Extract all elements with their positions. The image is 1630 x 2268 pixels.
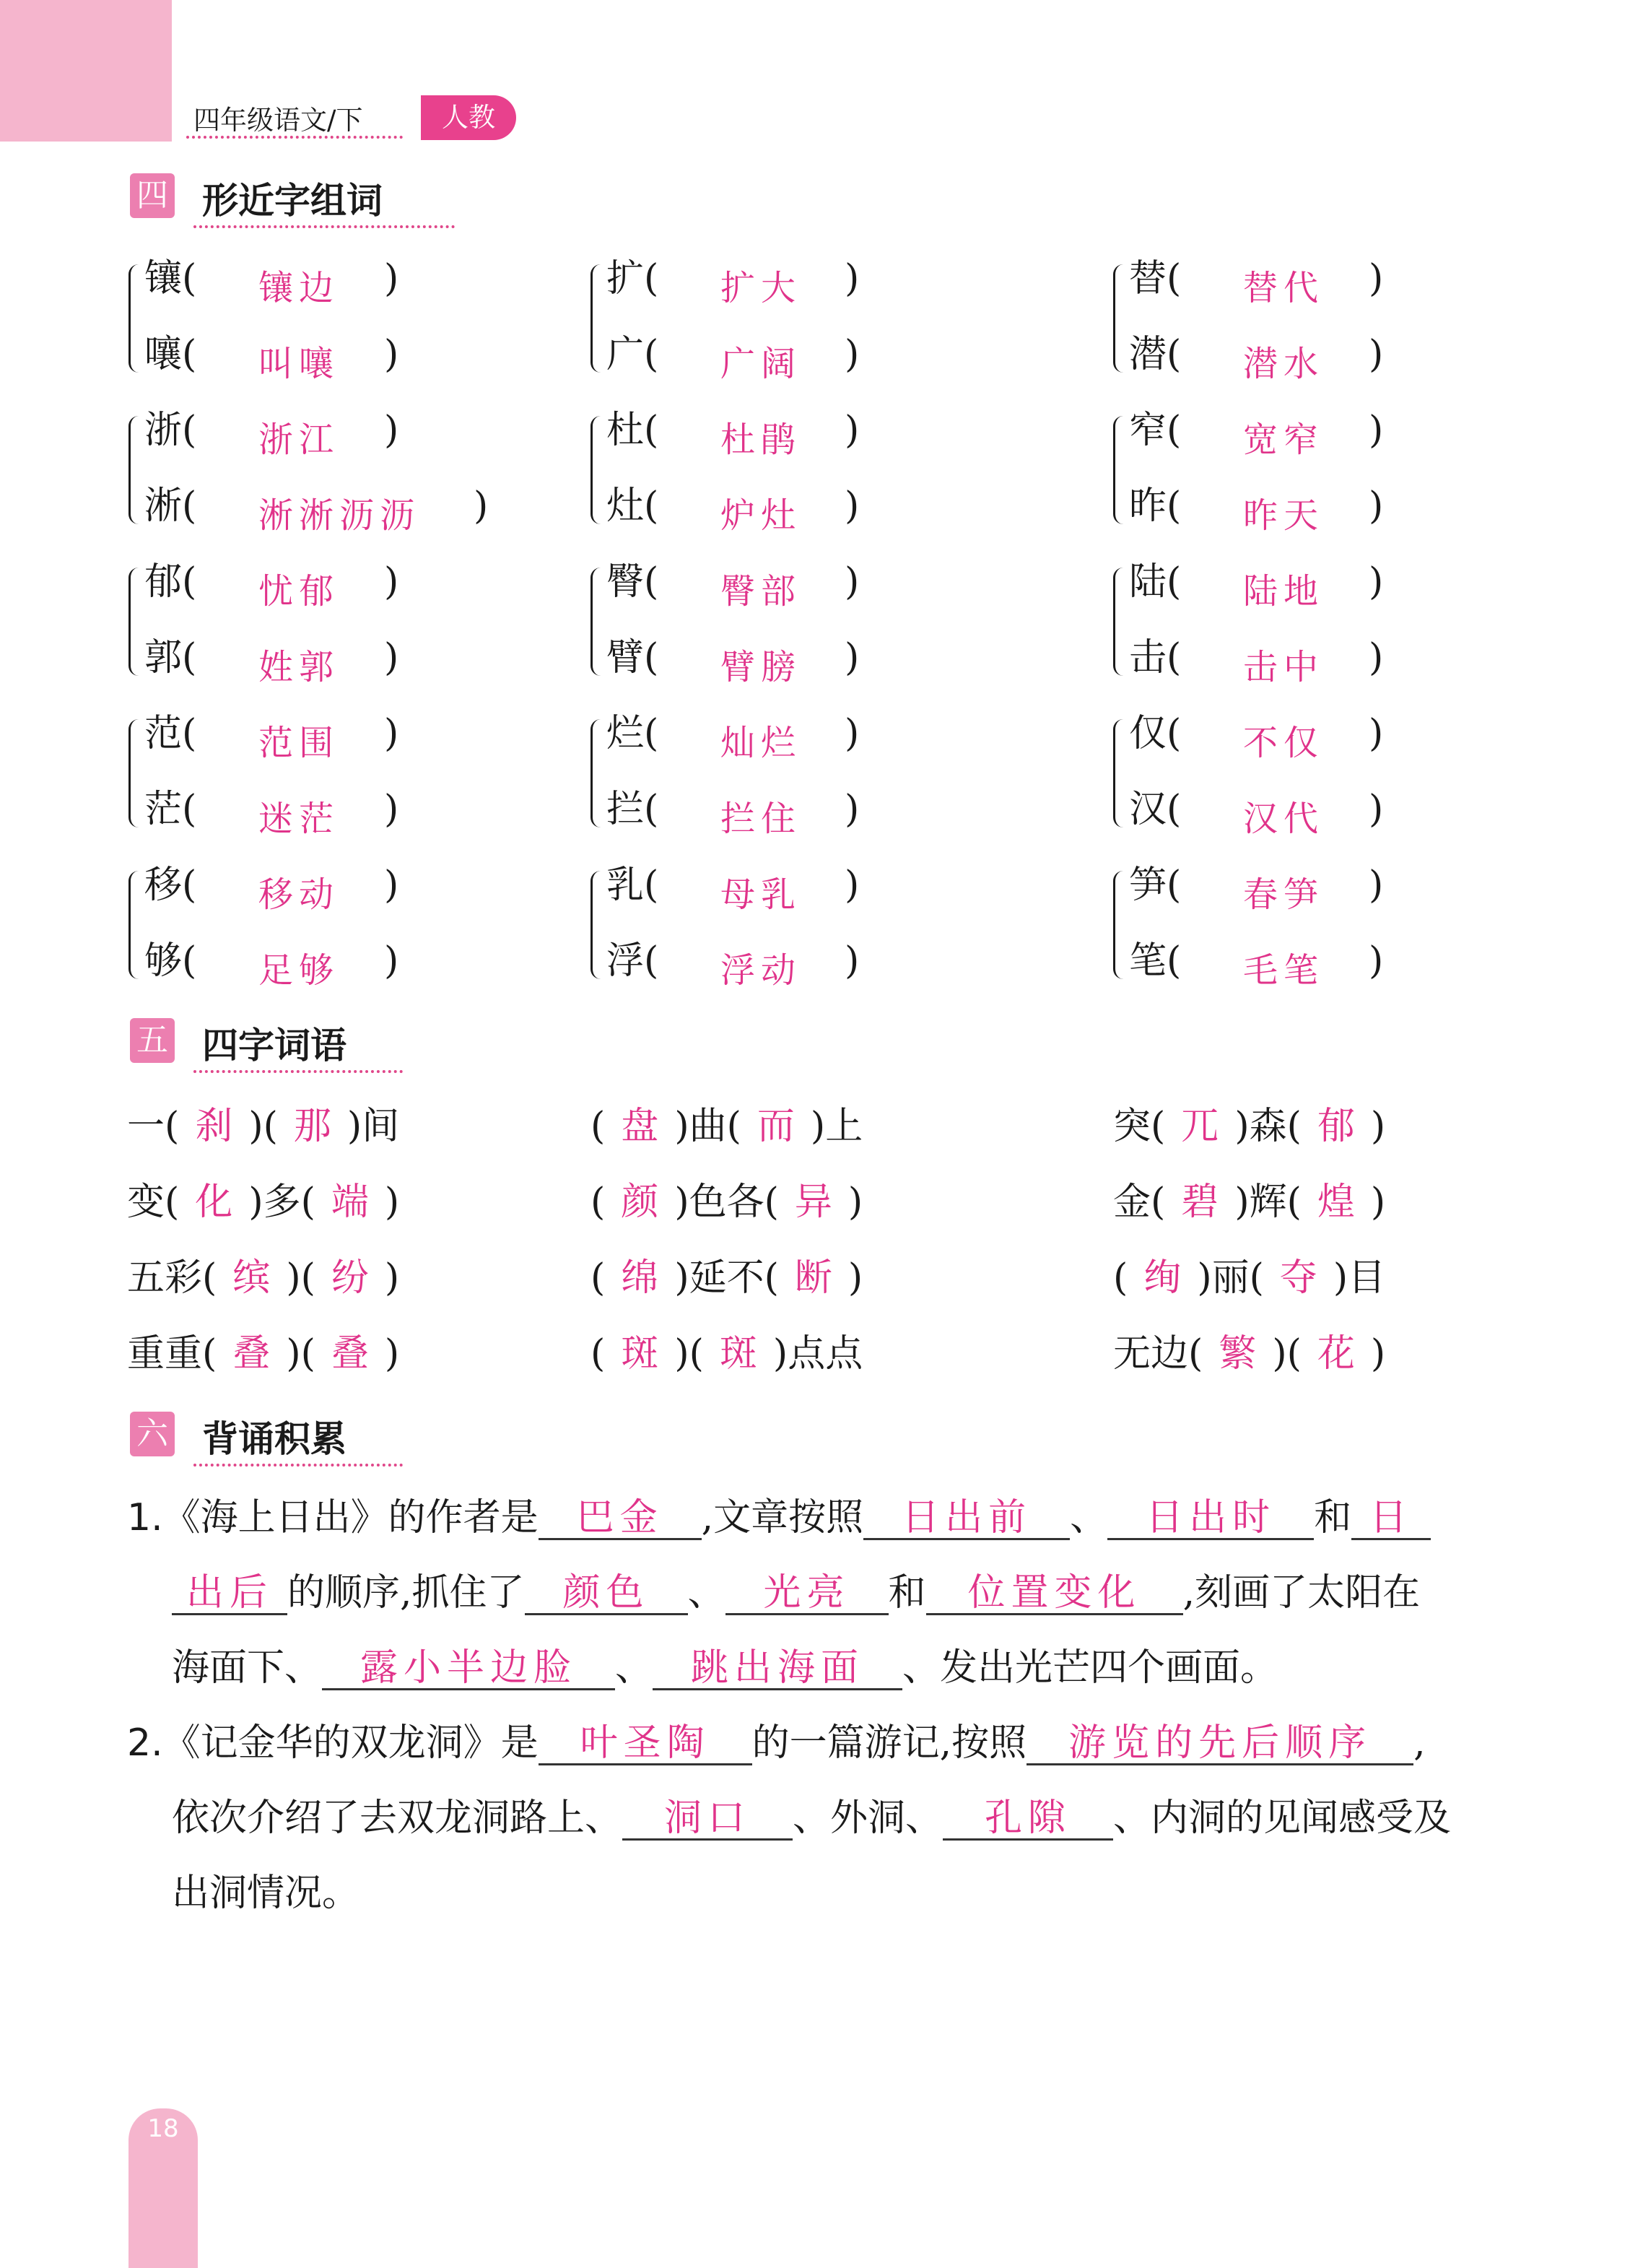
group-answer-1[interactable]: 宽窄 (1243, 420, 1325, 460)
q1-text: 海面下、 (172, 1646, 323, 1690)
q2-text: 、内洞的见闻感受及 (1113, 1796, 1452, 1840)
group-paren-close: ) (845, 485, 860, 528)
group-answer-1[interactable]: 陆地 (1243, 571, 1325, 612)
q2-text: 依次介绍了去双龙洞路上、 (172, 1796, 623, 1840)
q2-text: 的一篇游记,按照 (751, 1721, 1027, 1765)
group-answer-1[interactable]: 替代 (1243, 268, 1325, 308)
group-paren-close: ) (1369, 939, 1384, 983)
group-answer-2[interactable]: 毛笔 (1243, 950, 1325, 991)
idiom-answer[interactable]: 绵 (621, 1256, 659, 1300)
idiom-answer[interactable]: 斑 (621, 1332, 659, 1376)
group-char-1: 乳( (606, 864, 659, 907)
group-paren-close: ) (845, 409, 860, 452)
group-char-1: 陆( (1129, 560, 1182, 604)
idiom-text: 重重( (127, 1332, 217, 1376)
group-brace (1113, 264, 1125, 373)
group-answer-1[interactable]: 不仅 (1243, 723, 1325, 763)
group-brace (128, 719, 141, 827)
q1-line2 (172, 1571, 1420, 1615)
group-char-2: 昨( (1129, 485, 1182, 528)
q1-blank-feature1[interactable]: 颜色 (525, 1573, 688, 1615)
group-paren-close: ) (384, 712, 399, 755)
group-paren-close: ) (845, 939, 860, 983)
q2-line1 (127, 1721, 1426, 1765)
q1-line3 (172, 1646, 1278, 1690)
idiom-answer[interactable]: 郁 (1317, 1105, 1355, 1148)
group-char-1: 浙( (144, 409, 197, 452)
idiom-text: )森( (1234, 1105, 1302, 1148)
idiom-answer[interactable]: 颜 (621, 1181, 659, 1224)
group-char-1: 笋( (1129, 864, 1182, 907)
idiom-answer[interactable]: 煌 (1317, 1181, 1355, 1224)
section6-underline (193, 1464, 403, 1467)
idiom-answer[interactable]: 绚 (1143, 1256, 1182, 1300)
group-answer-2[interactable]: 叫嚷 (258, 344, 340, 384)
idiom-text: ) (1370, 1105, 1386, 1148)
idiom-answer[interactable]: 纷 (331, 1256, 369, 1300)
header-divider (186, 136, 403, 139)
page-number: 18 (147, 2114, 179, 2143)
group-char-2: 拦( (606, 788, 659, 831)
idiom-text: 无边( (1113, 1332, 1203, 1376)
idiom-answer[interactable]: 斑 (719, 1332, 757, 1376)
group-paren-close: ) (845, 560, 860, 604)
section5-underline (193, 1070, 403, 1073)
idiom-text: ) (847, 1181, 863, 1224)
q2-text: 《记金华的双龙洞》是 (162, 1721, 539, 1765)
group-char-1: 范( (144, 712, 197, 755)
idiom-answer[interactable]: 叠 (331, 1332, 369, 1376)
idiom-answer[interactable]: 花 (1317, 1332, 1355, 1376)
group-answer-1[interactable]: 移动 (258, 874, 340, 915)
group-paren-close: ) (845, 712, 860, 755)
idiom-text: ) (1370, 1181, 1386, 1224)
group-paren-close: ) (845, 788, 860, 831)
group-char-2: 淅( (144, 485, 197, 528)
idiom-answer[interactable]: 盘 (621, 1105, 659, 1148)
group-char-1: 仅( (1129, 712, 1182, 755)
idiom-item (127, 1105, 399, 1148)
idiom-item (1113, 1332, 1385, 1376)
group-char-1: 窄( (1129, 409, 1182, 452)
group-char-2: 郭( (144, 636, 197, 679)
group-answer-2[interactable]: 浮动 (720, 950, 802, 991)
idiom-answer[interactable]: 碧 (1181, 1181, 1219, 1224)
idiom-text: )( (248, 1105, 278, 1148)
q1-text: 《海上日出》的作者是 (162, 1496, 539, 1539)
group-paren-close: ) (845, 333, 860, 376)
group-char-1: 郁( (144, 560, 197, 604)
idiom-text: )曲( (674, 1105, 741, 1148)
q1-blank-order1[interactable]: 日出前 (863, 1498, 1070, 1540)
idiom-text: )辉( (1234, 1181, 1302, 1224)
section5-title: 四字词语 (202, 1025, 347, 1066)
header-title: 四年级语文/下 (193, 105, 363, 136)
section6-badge: 六 (130, 1412, 175, 1456)
group-char-2: 广( (606, 333, 659, 376)
idiom-text: ) (1370, 1332, 1386, 1376)
q1-text: 、 (615, 1646, 653, 1690)
idiom-item (127, 1256, 399, 1300)
idiom-answer[interactable]: 叠 (232, 1332, 271, 1376)
idiom-item (1113, 1181, 1385, 1224)
group-char-2: 嚷( (144, 333, 197, 376)
group-answer-2[interactable]: 广阔 (720, 344, 802, 384)
q1-text: 和 (888, 1571, 926, 1615)
group-paren-close: ) (1369, 636, 1384, 679)
group-answer-1[interactable]: 镶边 (258, 268, 340, 308)
q2-number: 2. (127, 1721, 163, 1765)
q1-text: 和 (1314, 1496, 1352, 1539)
group-paren-close: ) (1369, 409, 1384, 452)
group-char-1: 扩( (606, 257, 659, 300)
idiom-answer[interactable]: 化 (195, 1181, 233, 1224)
group-brace (590, 719, 603, 827)
group-char-2: 浮( (606, 939, 659, 983)
q1-text: ,刻画了太阳在 (1182, 1571, 1421, 1615)
idiom-answer[interactable]: 繁 (1219, 1332, 1257, 1376)
idiom-text: )色各( (674, 1181, 779, 1224)
idiom-text: 变( (127, 1181, 180, 1224)
idiom-item (1113, 1105, 1385, 1148)
group-answer-1[interactable]: 范围 (258, 723, 340, 763)
group-brace (590, 568, 603, 676)
section4-underline (193, 225, 455, 228)
idiom-answer[interactable]: 缤 (232, 1256, 271, 1300)
group-paren-close: ) (1369, 257, 1384, 300)
idiom-item (590, 1105, 863, 1148)
group-answer-2[interactable]: 潜水 (1243, 344, 1325, 384)
group-paren-close: ) (1369, 788, 1384, 831)
group-char-1: 烂( (606, 712, 659, 755)
q1-blank-feature2[interactable]: 光亮 (725, 1573, 889, 1615)
idiom-text: ) (384, 1181, 400, 1224)
q1-blank-feature3[interactable]: 位置变化 (926, 1573, 1183, 1615)
group-brace (590, 416, 603, 524)
q1-line1 (127, 1496, 1431, 1540)
group-brace (128, 416, 141, 524)
idiom-answer[interactable]: 断 (794, 1256, 832, 1300)
group-answer-2[interactable]: 足够 (258, 950, 340, 991)
group-char-2: 笔( (1129, 939, 1182, 983)
group-brace (590, 871, 603, 979)
group-paren-close: ) (384, 333, 399, 376)
group-answer-2[interactable]: 击中 (1243, 647, 1325, 687)
q2-blank-place2[interactable]: 孔隙 (943, 1798, 1113, 1841)
idiom-text: 金( (1113, 1181, 1166, 1224)
idiom-item (1113, 1256, 1385, 1300)
group-paren-close: ) (384, 636, 399, 679)
group-char-2: 汉( (1129, 788, 1182, 831)
idiom-text: )点点 (772, 1332, 863, 1376)
q1-text: 、 (687, 1571, 725, 1615)
group-char-1: 替( (1129, 257, 1182, 300)
idiom-text: )( (286, 1332, 315, 1376)
idiom-answer[interactable]: 异 (794, 1181, 832, 1224)
idiom-answer[interactable]: 端 (331, 1181, 369, 1224)
group-paren-close: ) (384, 560, 399, 604)
group-char-2: 击( (1129, 636, 1182, 679)
group-brace (128, 264, 141, 373)
idiom-text: ) (384, 1332, 400, 1376)
group-char-1: 镶( (144, 257, 197, 300)
idiom-text: ( (590, 1256, 606, 1300)
group-paren-close: ) (384, 939, 399, 983)
idiom-text: )间 (347, 1105, 400, 1148)
idiom-text: ( (590, 1332, 606, 1376)
idiom-item (127, 1181, 399, 1224)
idiom-text: ( (1113, 1256, 1128, 1300)
group-char-2: 够( (144, 939, 197, 983)
section4-badge: 四 (130, 173, 175, 218)
q1-text: 、发出光芒四个画面。 (902, 1646, 1278, 1690)
group-char-2: 茫( (144, 788, 197, 831)
group-paren-close: ) (845, 636, 860, 679)
idiom-text: 五彩( (127, 1256, 217, 1300)
group-answer-1[interactable]: 母乳 (720, 874, 802, 915)
section5-badge: 五 (130, 1018, 175, 1063)
idiom-text: )延不( (674, 1256, 779, 1300)
corner-tab (0, 0, 172, 142)
group-char-2: 臂( (606, 636, 659, 679)
group-answer-2[interactable]: 拦住 (720, 799, 802, 839)
idiom-answer[interactable]: 那 (293, 1105, 331, 1148)
group-paren-close: ) (845, 257, 860, 300)
group-paren-close: ) (384, 257, 399, 300)
group-char-1: 移( (144, 864, 197, 907)
idiom-text: ) (847, 1256, 863, 1300)
group-answer-1[interactable]: 春笋 (1243, 874, 1325, 915)
group-brace (1113, 871, 1125, 979)
idiom-answer[interactable]: 夺 (1279, 1256, 1317, 1300)
q1-blank-order2[interactable]: 日出时 (1107, 1498, 1314, 1540)
group-char-1: 杜( (606, 409, 659, 452)
q2-text: , (1413, 1721, 1426, 1765)
q2-blank-author[interactable]: 叶圣陶 (539, 1723, 752, 1765)
q1-blank-author[interactable]: 巴金 (539, 1498, 702, 1540)
group-char-2: 灶( (606, 485, 659, 528)
group-answer-1[interactable]: 臀部 (720, 571, 802, 612)
q2-line3: 出洞情况。 (172, 1872, 360, 1915)
idiom-item (590, 1181, 863, 1224)
group-paren-close: ) (474, 485, 489, 528)
q2-line2 (172, 1796, 1451, 1841)
group-answer-1[interactable]: 杜鹃 (720, 420, 802, 460)
idiom-text: )( (1272, 1332, 1302, 1376)
q1-text: 的顺序,抓住了 (287, 1571, 525, 1615)
group-answer-2[interactable]: 迷茫 (258, 799, 340, 839)
idiom-text: ( (590, 1105, 606, 1148)
group-brace (128, 568, 141, 676)
group-answer-2[interactable]: 汉代 (1243, 799, 1325, 839)
idiom-text: )目 (1333, 1256, 1386, 1300)
q1-text: ,文章按照 (701, 1496, 864, 1539)
group-char-1: 臀( (606, 560, 659, 604)
idiom-text: )上 (810, 1105, 863, 1148)
idiom-text: ) (384, 1256, 400, 1300)
group-answer-2[interactable]: 昨天 (1243, 495, 1325, 536)
q2-text: 、外洞、 (793, 1796, 943, 1840)
group-paren-close: ) (1369, 864, 1384, 907)
group-answer-2[interactable]: 炉灶 (720, 495, 802, 536)
q2-blank-place1[interactable]: 洞口 (622, 1798, 793, 1841)
idiom-text: 突( (1113, 1105, 1166, 1148)
q1-text: 、 (1070, 1496, 1108, 1539)
group-answer-1[interactable]: 忧郁 (258, 571, 340, 612)
idiom-text: 一( (127, 1105, 180, 1148)
group-paren-close: ) (1369, 333, 1384, 376)
group-paren-close: ) (384, 864, 399, 907)
group-brace (128, 871, 141, 979)
group-brace (1113, 719, 1125, 827)
group-paren-close: ) (1369, 712, 1384, 755)
group-brace (1113, 416, 1125, 524)
group-paren-close: ) (845, 864, 860, 907)
idiom-text: )( (674, 1332, 704, 1376)
group-paren-close: ) (1369, 485, 1384, 528)
q1-blank-order3b[interactable]: 出后 (172, 1573, 287, 1615)
idiom-item (590, 1256, 863, 1300)
q1-blank-scene3[interactable]: 跳出海面 (653, 1648, 902, 1690)
group-answer-2[interactable]: 淅淅沥沥 (258, 495, 421, 536)
q1-blank-order3a[interactable]: 日 (1351, 1498, 1431, 1540)
group-char-2: 潜( (1129, 333, 1182, 376)
group-answer-1[interactable]: 浙江 (258, 420, 340, 460)
idiom-answer[interactable]: 而 (757, 1105, 795, 1148)
idiom-answer[interactable]: 兀 (1181, 1105, 1219, 1148)
group-paren-close: ) (384, 788, 399, 831)
idiom-item (590, 1332, 863, 1376)
section6-title: 背诵积累 (202, 1418, 347, 1460)
group-answer-1[interactable]: 扩大 (720, 268, 802, 308)
group-paren-close: ) (384, 409, 399, 452)
group-paren-close: ) (1369, 560, 1384, 604)
group-brace (590, 264, 603, 373)
q1-number: 1. (127, 1496, 163, 1539)
group-answer-2[interactable]: 姓郭 (258, 647, 340, 687)
edition-badge: 人教 (421, 95, 516, 140)
group-answer-1[interactable]: 灿烂 (720, 723, 802, 763)
group-answer-2[interactable]: 臂膀 (720, 647, 802, 687)
idiom-text: ( (590, 1181, 606, 1224)
group-brace (1113, 568, 1125, 676)
section4-title: 形近字组词 (202, 180, 383, 222)
idiom-text: )( (286, 1256, 315, 1300)
idiom-answer[interactable]: 刹 (195, 1105, 233, 1148)
idiom-item (127, 1332, 399, 1376)
idiom-text: )丽( (1197, 1256, 1264, 1300)
idiom-text: )多( (248, 1181, 315, 1224)
q1-blank-scene2[interactable]: 露小半边脸 (322, 1648, 615, 1690)
q2-blank-order[interactable]: 游览的先后顺序 (1027, 1723, 1413, 1765)
